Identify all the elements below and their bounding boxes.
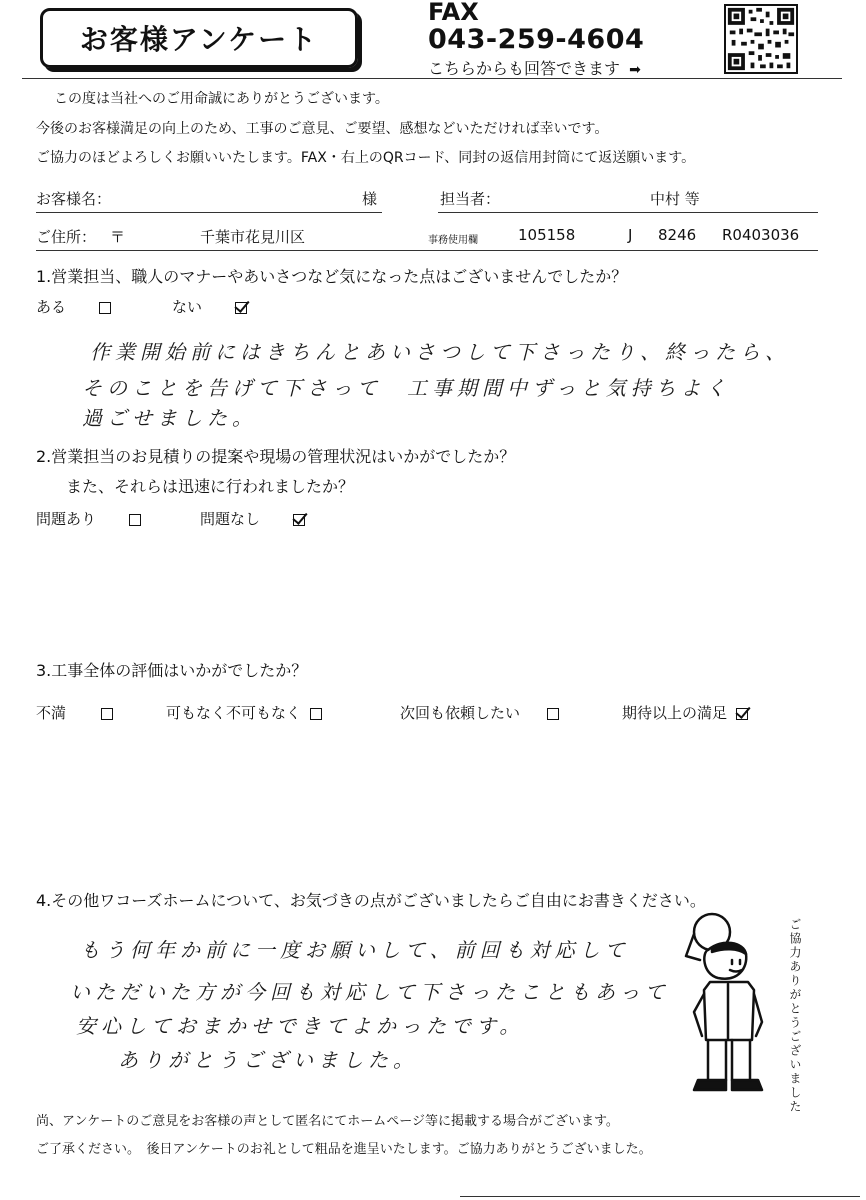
q3-option-4-checkbox[interactable] xyxy=(736,708,748,720)
fax-label: FAX xyxy=(428,0,479,26)
staff-underline xyxy=(438,212,818,213)
thank-you-character-illustration xyxy=(672,912,782,1102)
q1-option-no[interactable] xyxy=(172,296,247,317)
intro-line-2: 今後のお客様満足の向上のため、工事のご意見、ご要望、感想などいただければ幸いです。 xyxy=(36,121,609,137)
staff-name: 中村 等 xyxy=(650,190,700,208)
postal-mark: 〒 xyxy=(110,228,126,246)
q1-option-yes[interactable] xyxy=(36,296,111,317)
q2-option-problem-label: 問題あり xyxy=(36,510,97,528)
office-code-3: 8246 xyxy=(658,226,697,244)
q2-question-line-1: 2.営業担当のお見積りの提案や現場の管理状況はいかがでしたか？ xyxy=(36,447,516,466)
office-use-label: 事務使用欄 xyxy=(428,235,478,246)
survey-title: お客様アンケート xyxy=(40,8,358,68)
q2-ok-checkbox[interactable] xyxy=(293,514,305,526)
address-label: ご住所： xyxy=(36,228,97,246)
q3-option-1-label: 不満 xyxy=(36,704,67,722)
q3-question: 3.工事全体の評価はいかがでしたか？ xyxy=(36,661,308,680)
q3-option-1-checkbox[interactable] xyxy=(101,708,113,720)
q1-answer-line-1: 作業開始前にはきちんとあいさつして下さったり、終ったら、 xyxy=(90,340,790,364)
q3-option-4-label: 期待以上の満足 xyxy=(622,704,728,722)
fax-note-text: こちらからも回答できます xyxy=(428,59,621,78)
office-code-2: J xyxy=(628,226,633,244)
office-code-1: 105158 xyxy=(518,226,576,244)
q3-option-3-checkbox[interactable] xyxy=(547,708,559,720)
intro-line-3: ご協力のほどよろしくお願いいたします。FAX・右上のQRコード、同封の返信用封筒にて返送願います。 xyxy=(36,150,696,166)
q1-yes-checkbox[interactable] xyxy=(99,302,111,314)
address-value: 千葉市花見川区 xyxy=(200,228,306,246)
q1-question: 1.営業担当、職人のマナーやあいさつなど気になった点はございませんでしたか？ xyxy=(36,267,628,286)
customer-name-underline xyxy=(36,212,382,213)
qr-code[interactable] xyxy=(724,4,798,74)
footer-line-1: 尚、アンケートのご意見をお客様の声として匿名にてホームページ等に掲載する場合がございます。 xyxy=(36,1114,619,1129)
q2-option-ok-label: 問題なし xyxy=(200,510,261,528)
q3-option-4[interactable] xyxy=(622,702,748,723)
footer-line-2: ご了承ください。 後日アンケートのお礼として粗品を進呈いたします。ご協力ありがとうございました。 xyxy=(36,1142,652,1157)
q2-option-ok[interactable] xyxy=(200,508,305,529)
q3-option-3[interactable] xyxy=(400,702,559,723)
office-code-4: R0403036 xyxy=(722,226,800,244)
address-underline xyxy=(36,250,818,251)
fax-number: 043-259-4604 xyxy=(428,24,645,55)
arrow-right-icon: ➡ xyxy=(629,62,641,78)
q2-problem-checkbox[interactable] xyxy=(129,514,141,526)
q1-no-checkbox[interactable] xyxy=(235,302,247,314)
q3-option-3-label: 次回も依頼したい xyxy=(400,704,521,722)
fax-note xyxy=(428,56,641,79)
q3-option-2-checkbox[interactable] xyxy=(310,708,322,720)
q1-answer-line-2: そのことを告げて下さって 工事期間中ずっと気持ちよく xyxy=(82,376,731,400)
customer-name-label: お客様名： xyxy=(36,190,112,208)
q2-option-problem[interactable] xyxy=(36,508,141,529)
q3-option-1[interactable] xyxy=(36,702,113,723)
thank-you-vertical-text: ご協力ありがとうございました xyxy=(788,918,802,1114)
q4-answer-line-2: いただいた方が今回も対応して下さったこともあって xyxy=(70,980,670,1004)
q1-option-no-label: ない xyxy=(172,298,203,316)
q3-option-2-label: 可もなく不可もなく xyxy=(166,704,302,722)
intro-line-1: この度は当社へのご用命誠にありがとうございます。 xyxy=(54,91,389,107)
q3-option-2[interactable] xyxy=(166,702,322,723)
customer-honorific: 様 xyxy=(362,190,378,208)
q4-answer-line-3: 安心しておまかせできてよかったです。 xyxy=(76,1014,525,1038)
q2-question-line-2: また、それらは迅速に行われましたか？ xyxy=(66,477,355,496)
q4-answer-line-1: もう何年か前に一度お願いして、前回も対応して xyxy=(80,938,630,962)
q1-option-yes-label: ある xyxy=(36,298,67,316)
q4-answer-line-4: ありがとうございました。 xyxy=(118,1048,418,1072)
staff-label: 担当者： xyxy=(440,190,501,208)
header-divider xyxy=(22,78,842,79)
footer-bottom-line xyxy=(460,1196,860,1197)
q1-answer-line-3: 過ごせました。 xyxy=(82,406,257,430)
q4-question: 4.その他ワコーズホームについて、お気づきの点がございましたらご自由にお書きください。 xyxy=(36,891,706,910)
